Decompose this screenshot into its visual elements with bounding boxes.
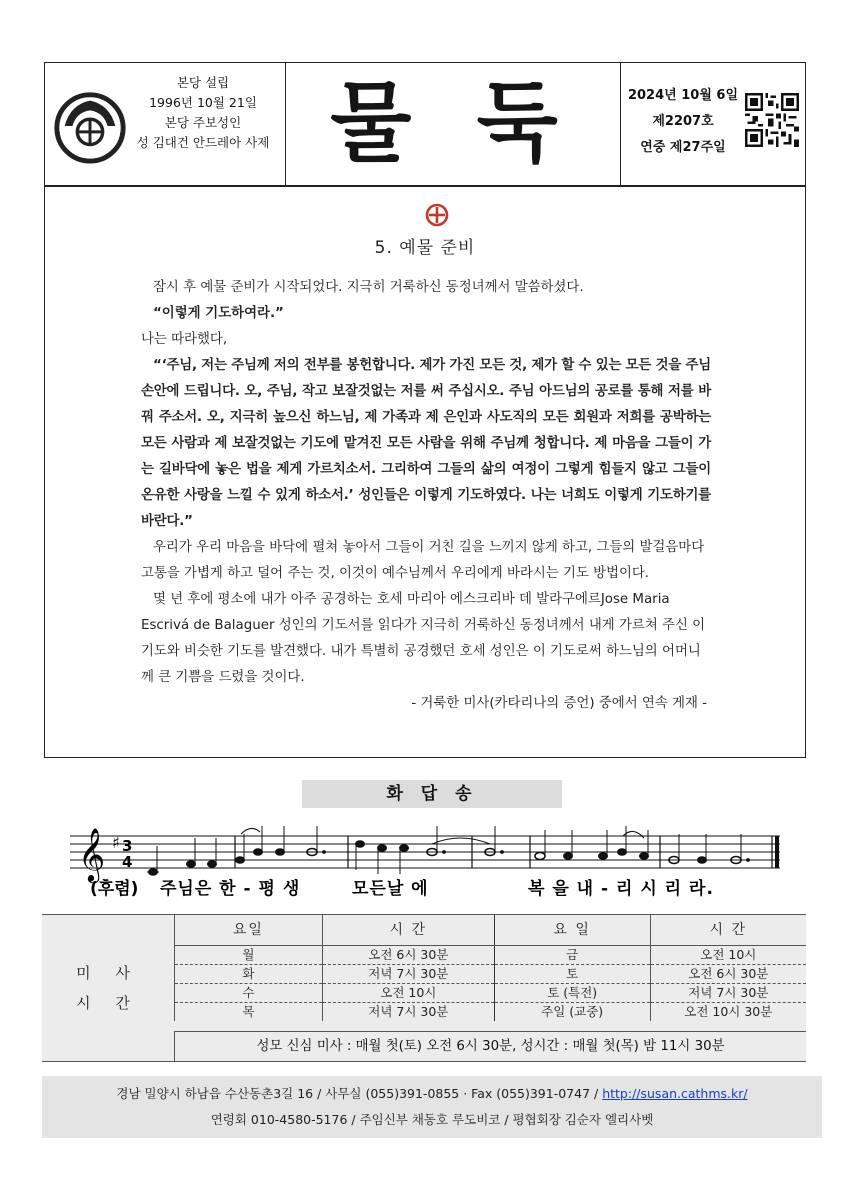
article-paragraph: 몇 년 후에 평소에 내가 아주 공경하는 호세 마리아 에스크리바 데 발라구에르Jose Maria Escrivá de Balaguer 성인의 기도서를 읽다가 지극히 거룩하신 동정녀께서 내게 가르쳐 주신 이 기도와 비슷한 기도를 발견했다. 내가 특별히 공경했던 호세 성인은 이 기도로써 하느님의 어머니께 큰 기쁨을 드렸을 것이다. bbox=[141, 592, 706, 685]
issue-date: 2024년 10월 6일 bbox=[627, 88, 739, 103]
header-cell: 요일 bbox=[175, 915, 323, 946]
footer bbox=[42, 1076, 822, 1138]
time-cell: 오전 10시 bbox=[650, 946, 806, 965]
footer-address: 경남 밀양시 하남읍 수산동촌3길 16 / 사무실 (055)391-0855 · Fax (055)391-0747 / bbox=[116, 1086, 603, 1101]
lyrics-part-3: 복 을 내 - 리 시 리 라. bbox=[528, 879, 714, 899]
article-paragraph: 잠시 후 예물 준비가 시작되었다. 지극히 거룩하신 동정녀께서 말씀하셨다. bbox=[153, 280, 584, 295]
treble-clef-icon: 𝄞 bbox=[78, 827, 106, 881]
parish-logo-icon bbox=[51, 87, 129, 165]
masthead bbox=[44, 62, 806, 186]
mass-label-line: 시 간 bbox=[76, 994, 140, 1012]
footer-address-line bbox=[42, 1084, 822, 1102]
mass-schedule bbox=[42, 914, 806, 1062]
time-cell: 저녁 7시 30분 bbox=[322, 965, 494, 984]
qr-code-icon[interactable] bbox=[745, 93, 799, 147]
founding-line: 본당 설립 bbox=[176, 75, 230, 90]
music-score bbox=[60, 814, 790, 904]
day-cell: 토 bbox=[494, 965, 650, 984]
issue-number: 제2207호 bbox=[652, 114, 714, 129]
mass-schedule-table bbox=[174, 915, 806, 1021]
table-row bbox=[175, 965, 807, 984]
table-row bbox=[175, 1003, 807, 1022]
special-mass-notice: 성모 신심 미사 : 매월 첫(토) 오전 6시 30분, 성시간 : 매월 첫(목) 밤 11시 30분 bbox=[174, 1031, 806, 1061]
bulletin-title-box bbox=[285, 63, 621, 185]
lyrics-part-2: 모든날 에 bbox=[352, 879, 429, 899]
article-box bbox=[44, 186, 806, 758]
day-cell: 금 bbox=[494, 946, 650, 965]
article-source: - 거룩한 미사(카타리나의 증언) 중에서 연속 게재 - bbox=[411, 696, 707, 711]
founding-info bbox=[129, 73, 277, 153]
table-row bbox=[175, 984, 807, 1003]
time-cell: 저녁 7시 30분 bbox=[322, 1003, 494, 1022]
footer-contacts: 연령회 010-4580-5176 / 주임신부 채동호 루도비코 / 평협회장 김순자 엘리사벳 bbox=[210, 1112, 654, 1127]
header-cell: 시 간 bbox=[650, 915, 806, 946]
cross-icon bbox=[425, 203, 449, 227]
founding-line: 성 김대건 안드레아 사제 bbox=[136, 135, 270, 150]
website-link[interactable]: http://susan.cathms.kr/ bbox=[602, 1086, 748, 1101]
table-header-row bbox=[175, 915, 807, 946]
mass-schedule-label bbox=[42, 915, 174, 1061]
header-cell: 요 일 bbox=[494, 915, 650, 946]
liturgical-week: 연중 제27주일 bbox=[640, 140, 726, 155]
founding-line: 1996년 10월 21일 bbox=[149, 95, 257, 110]
time-signature-bottom: 4 bbox=[122, 853, 133, 871]
day-cell: 월 bbox=[175, 946, 323, 965]
day-cell: 토 (특전) bbox=[494, 984, 650, 1003]
article-heading: 5. 예물 준비 bbox=[374, 238, 476, 258]
day-cell: 목 bbox=[175, 1003, 323, 1022]
day-cell: 수 bbox=[175, 984, 323, 1003]
article-quote-short: “이렇게 기도하여라.” bbox=[153, 306, 284, 321]
time-cell: 오전 10시 bbox=[322, 984, 494, 1003]
article-body bbox=[141, 275, 711, 717]
time-signature-top: 3 bbox=[122, 837, 133, 855]
founding-line: 본당 주보성인 bbox=[164, 115, 242, 130]
issue-info bbox=[621, 83, 745, 161]
sharp-icon: ♯ bbox=[112, 833, 120, 852]
time-cell: 저녁 7시 30분 bbox=[650, 984, 806, 1003]
responsorial-psalm-title: 화 답 송 bbox=[302, 780, 562, 808]
refrain-label: (후렴) bbox=[90, 879, 139, 899]
article-paragraph: 나는 따라했다, bbox=[141, 332, 228, 347]
masthead-left bbox=[45, 63, 281, 185]
article-prayer-quote: “‘주님, 저는 주님께 저의 전부를 봉헌합니다. 제가 가진 모든 것, 제가 할 수 있는 모든 것을 주님 손안에 드립니다. 오, 주님, 작고 보잘것없는 저를 써 주십시오. 주님 아드님의 공로를 통해 저를 바꿔 주소서. 오, 지극히 높으신 하느님, 제 가족과 제 은인과 사도직의 모든 회원과 저희를 공박하는 모든 사람과 제 보잘것없는 기도에 맡겨진 모든 사람을 위해 주님께 청합니다. 제 마음을 그들이 가는 길바닥에 놓은 법을 제게 가르치소서. 그리하여 그들의 삶의 여정이 그렇게 힘들지 않고 그들이 온유한 사랑을 느낄 수 있게 하소서.’ 성인들은 이렇게 기도하였다. 나는 너희도 이렇게 기도하기를 바란다.” bbox=[141, 358, 712, 529]
day-cell: 주일 (교중) bbox=[494, 1003, 650, 1022]
time-cell: 오전 10시 30분 bbox=[650, 1003, 806, 1022]
bulletin-title: 물 둑 bbox=[330, 71, 576, 174]
lyrics-part-1: 주님은 한 - 평 생 bbox=[160, 879, 301, 899]
day-cell: 화 bbox=[175, 965, 323, 984]
header-cell: 시 간 bbox=[322, 915, 494, 946]
masthead-right bbox=[621, 63, 807, 185]
time-cell: 오전 6시 30분 bbox=[322, 946, 494, 965]
mass-label-line: 미 사 bbox=[76, 964, 140, 982]
time-cell: 오전 6시 30분 bbox=[650, 965, 806, 984]
table-row bbox=[175, 946, 807, 965]
article-paragraph: 우리가 우리 마음을 바닥에 펼쳐 놓아서 그들이 거친 길을 느끼지 않게 하고, 그들의 발걸음마다 고통을 가볍게 하고 덜어 주는 것, 이것이 예수님께서 우리에게 바라시는 기도 방법이다. bbox=[141, 540, 705, 581]
